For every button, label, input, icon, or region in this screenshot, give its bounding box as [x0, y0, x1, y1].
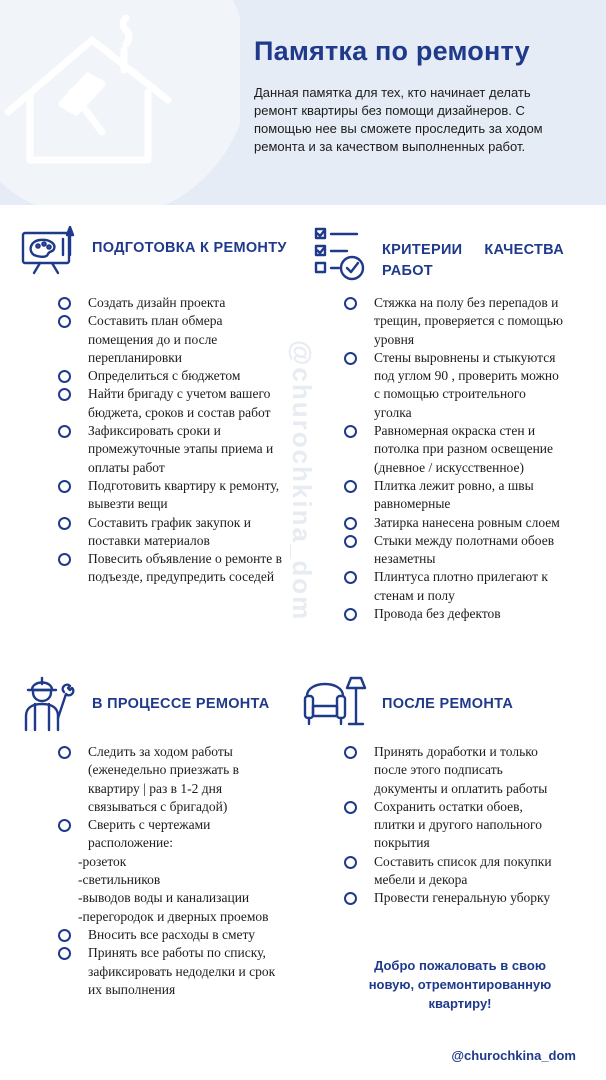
list-item: Создать дизайн проекта [56, 294, 286, 312]
list-item: Составить план обмера помещения до и после перепланировки [56, 312, 286, 367]
circle-bullet-icon [344, 352, 357, 365]
circle-bullet-icon [58, 425, 71, 438]
sub-list-item: -светильников [78, 872, 161, 888]
list-item: Повесить объявление о ремонте в подъезде, предупредить соседей [56, 550, 286, 587]
list-item: Провести генеральную уборку [342, 889, 564, 907]
circle-bullet-icon [58, 819, 71, 832]
list-item: Следить за ходом работы (еженедельно приезжать в квартиру | раз в 1-2 дня связываться с бригадой) [56, 743, 290, 816]
list-item: Сохранить остатки обоев, плитки и другого напольного покрытия [342, 798, 564, 853]
sub-list-item: -розеток [78, 853, 127, 869]
list-item: Плинтуса плотно прилегают к стенам и полу [342, 568, 564, 605]
list-item: Сверить с чертежами расположение: [56, 816, 290, 853]
circle-bullet-icon [344, 297, 357, 310]
list-item: Подготовить квартиру к ремонту, вывезти вещи [56, 477, 286, 514]
circle-bullet-icon [344, 746, 357, 759]
intro-text: Данная памятка для тех, кто начинает делать ремонт квартиры без помощи дизайнеров. С помощью нее вы сможете проследить за ходом ремонта и за качеством выполненных работ. [254, 85, 543, 154]
sub-list-item: -перегородок и дверных проемов [78, 908, 269, 924]
list-item: Стены выровнены и стыкуются под углом 90 , проверить можно с помощью строительного уголка [342, 349, 564, 422]
circle-bullet-icon [344, 535, 357, 548]
list-item: Стыки между полотнами обоев незаметны [342, 532, 564, 569]
list-item: Зафиксировать сроки и промежуточные этапы приема и оплаты работ [56, 422, 286, 477]
list-item: Определиться с бюджетом [56, 367, 286, 385]
list-item: Стяжка на полу без перепадов и трещин, проверяется с помощью уровня [342, 294, 564, 349]
after-list [342, 743, 564, 908]
circle-bullet-icon [58, 947, 71, 960]
list-item: Принять доработки и только после этого подписать документы и оплатить работы [342, 743, 564, 798]
quality-list [342, 294, 564, 623]
list-item: Равномерная окраска стен и потолка при разном освещение (дневное / искусственное) [342, 422, 564, 477]
circle-bullet-icon [344, 856, 357, 869]
preparation-list [56, 294, 286, 587]
circle-bullet-icon [344, 892, 357, 905]
circle-bullet-icon [58, 297, 71, 310]
house-hammer-icon [0, 0, 240, 205]
circle-bullet-icon [344, 801, 357, 814]
section-title-quality: КРИТЕРИИ КАЧЕСТВА РАБОТ [382, 242, 564, 279]
watermark-text: @churochkina_dom [287, 340, 317, 622]
list-item: Провода без дефектов [342, 605, 564, 623]
worker-icon [20, 672, 78, 732]
circle-bullet-icon [58, 480, 71, 493]
circle-bullet-icon [58, 370, 71, 383]
armchair-lamp-icon [303, 674, 371, 728]
section-title-preparation: ПОДГОТОВКА К РЕМОНТУ [92, 240, 287, 256]
circle-bullet-icon [58, 746, 71, 759]
list-item: Вносить все расходы в смету [56, 926, 290, 944]
process-list [56, 743, 290, 999]
list-item: Составить график закупок и поставки материалов [56, 514, 286, 551]
circle-bullet-icon [58, 553, 71, 566]
circle-bullet-icon [344, 608, 357, 621]
circle-bullet-icon [58, 517, 71, 530]
list-item: Плитка лежит ровно, а швы равномерные [342, 477, 564, 514]
author-handle: @churochkina_dom [451, 1048, 576, 1063]
palette-easel-icon [20, 225, 78, 275]
section-title-process: В ПРОЦЕССЕ РЕМОНТА [92, 696, 270, 712]
circle-bullet-icon [58, 315, 71, 328]
list-item: Составить список для покупки мебели и декора [342, 853, 564, 890]
list-item: Найти бригаду с учетом вашего бюджета, сроков и состав работ [56, 385, 286, 422]
list-item: Принять все работы по списку, зафиксировать недоделки и срок их выполнения [56, 944, 290, 999]
circle-bullet-icon [344, 480, 357, 493]
checklist-icon [313, 226, 365, 282]
section-title-after: ПОСЛЕ РЕМОНТА [382, 696, 514, 712]
list-item: Затирка нанесена ровным слоем [342, 514, 564, 532]
circle-bullet-icon [344, 425, 357, 438]
circle-bullet-icon [344, 517, 357, 530]
circle-bullet-icon [58, 929, 71, 942]
sub-list-item: -выводов воды и канализации [78, 890, 250, 906]
welcome-message: Добро пожаловать в свою новую, отремонтированную квартиру! [368, 958, 552, 1011]
page-title: Памятка по ремонту [254, 36, 530, 66]
circle-bullet-icon [58, 388, 71, 401]
circle-bullet-icon [344, 571, 357, 584]
